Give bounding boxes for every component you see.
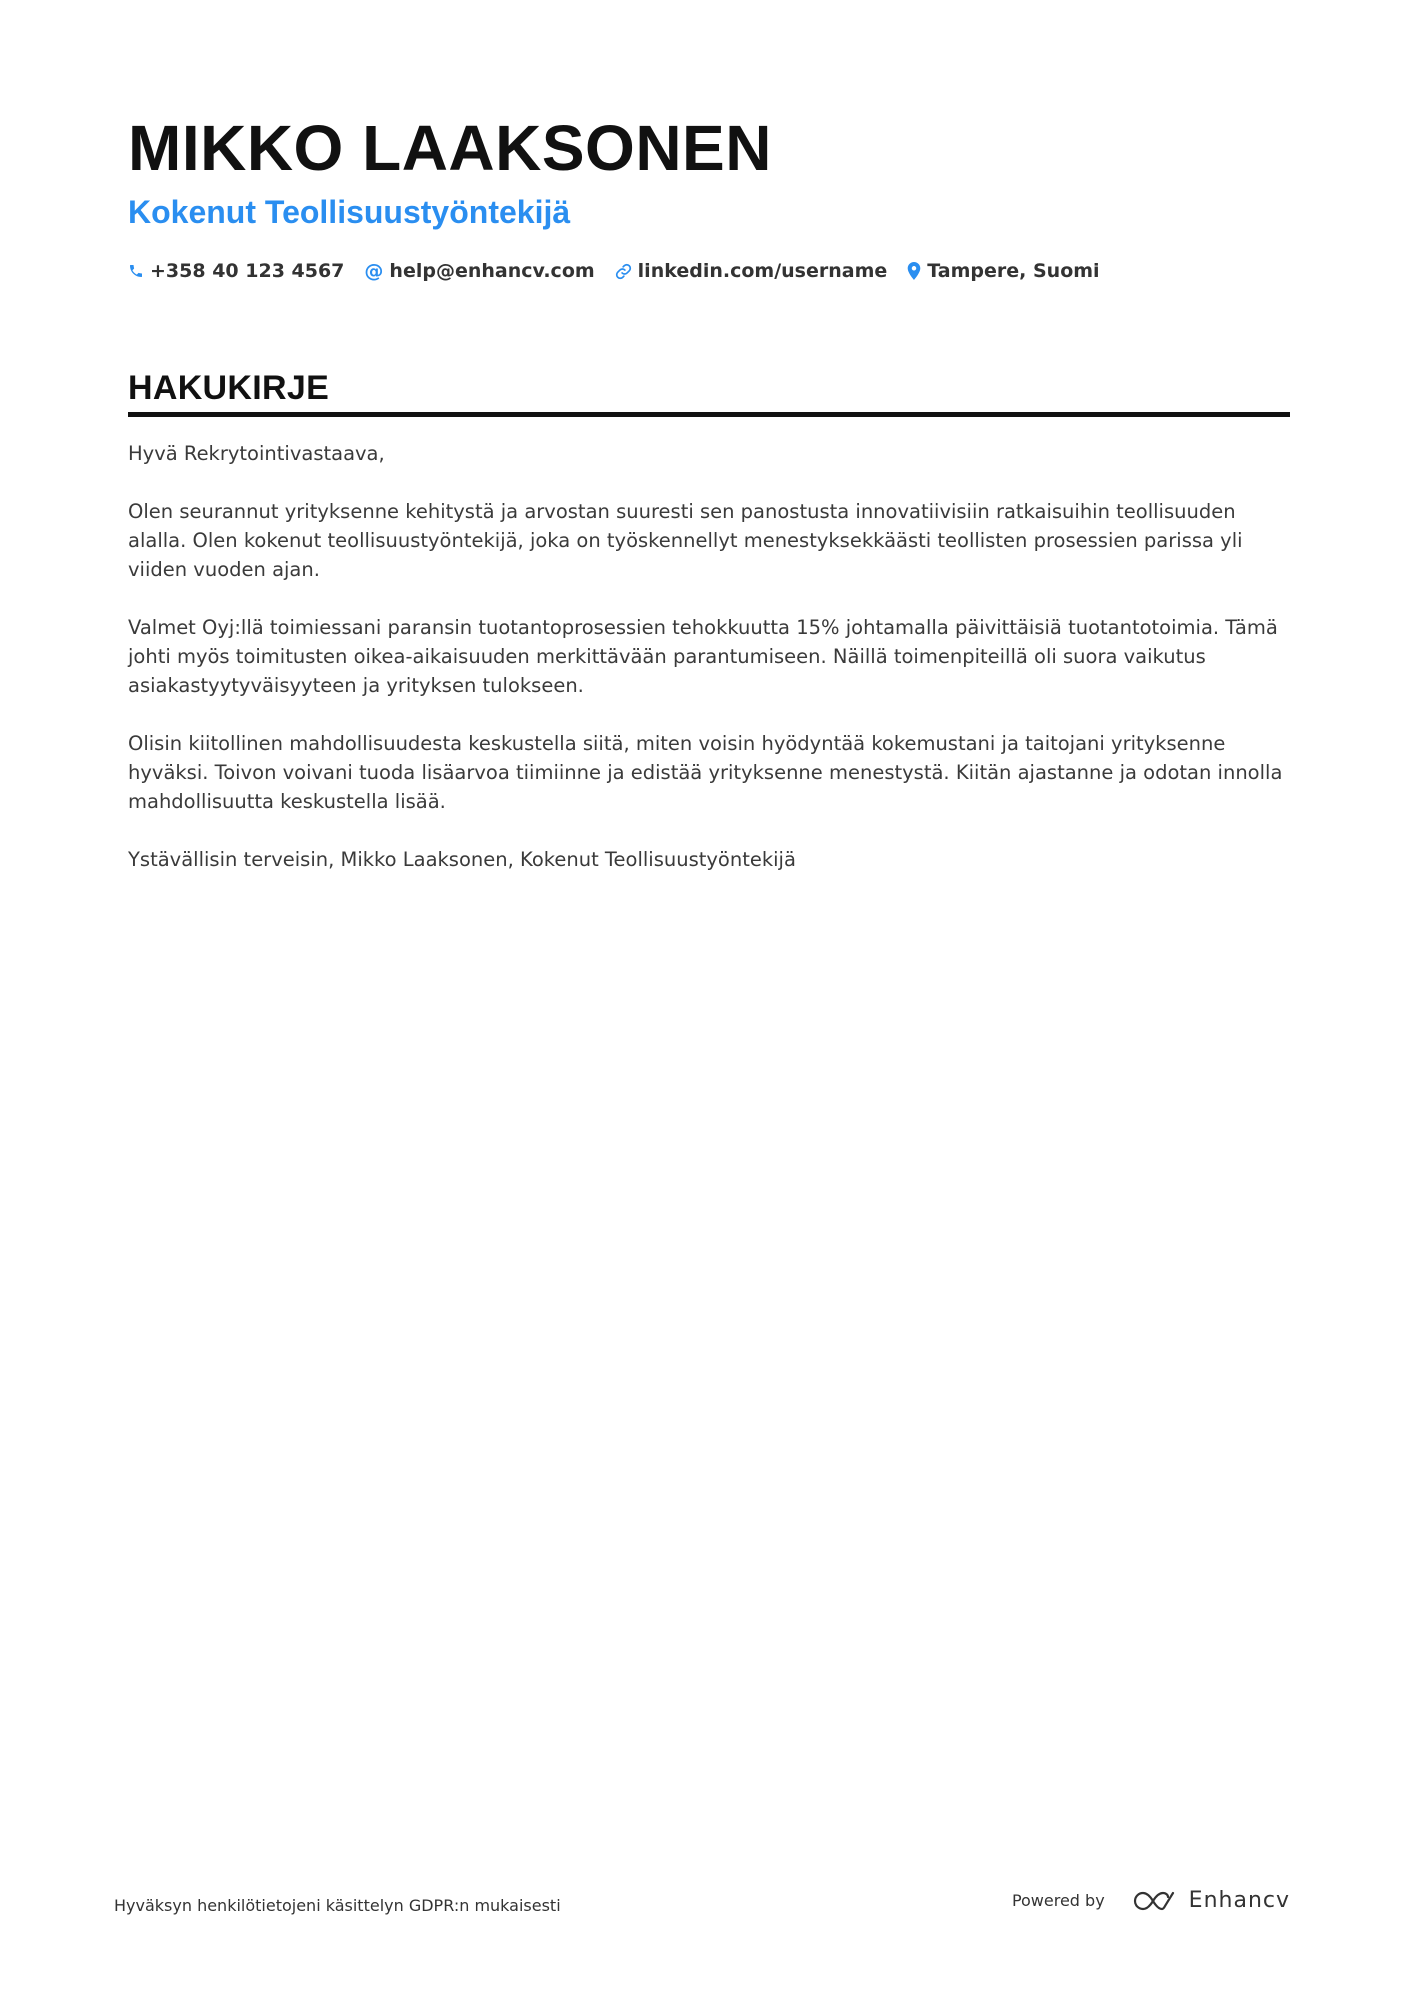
gdpr-consent-text: Hyväksyn henkilötietojeni käsittelyn GDPR:n mukaisesti	[114, 1896, 561, 1915]
enhancv-logo-icon	[1131, 1889, 1177, 1913]
letter-body	[128, 439, 1290, 874]
brand-name: Enhancv	[1188, 1888, 1290, 1913]
cover-letter-page	[128, 108, 1290, 903]
letter-paragraph: Olisin kiitollinen mahdollisuudesta keskustella siitä, miten voisin hyödyntää kokemustani ja taitojani yrityksenne hyväksi. Toivon voivani tuoda lisäarvoa tiimiinne ja edistää yrityksenne menestystä. Kiitän ajastanne ja odotan innolla mahdollisuutta keskustella lisää.	[128, 732, 1283, 813]
letter-paragraph: Valmet Oyj:llä toimiessani paransin tuotantoprosessien tehokkuutta 15% johtamalla päivittäisiä tuotantotoimia. Tämä johti myös toimitusten oikea-aikaisuuden merkittävään parantumiseen. Näillä toimenpiteillä oli suora vaikutus asiakastyytyväisyyteen ja yrityksen tulokseen.	[128, 616, 1278, 697]
contact-email[interactable]	[364, 260, 594, 282]
phone-text: +358 40 123 4567	[150, 260, 345, 282]
letter-greeting: Hyvä Rekrytointivastaava,	[128, 442, 385, 465]
candidate-name: MIKKO LAAKSONEN	[128, 112, 772, 184]
powered-by[interactable]	[1012, 1888, 1290, 1913]
section-title: HAKUKIRJE	[128, 369, 330, 407]
contact-linkedin[interactable]	[615, 260, 888, 282]
contact-phone[interactable]	[128, 260, 344, 282]
section-divider	[128, 412, 1290, 417]
letter-closing: Ystävällisin terveisin, Mikko Laaksonen, Kokenut Teollisuustyöntekijä	[128, 848, 796, 871]
email-text: help@enhancv.com	[389, 260, 595, 282]
phone-icon	[128, 263, 144, 279]
at-icon: @	[364, 260, 384, 282]
candidate-title: Kokenut Teollisuustyöntekijä	[128, 194, 571, 230]
powered-by-label: Powered by	[1011, 1891, 1105, 1910]
location-pin-icon	[907, 262, 921, 280]
link-icon	[615, 263, 632, 280]
location-text: Tampere, Suomi	[927, 260, 1100, 282]
linkedin-text: linkedin.com/username	[637, 260, 888, 282]
letter-paragraph: Olen seurannut yrityksenne kehitystä ja arvostan suuresti sen panostusta innovatiivisiin ratkaisuihin teollisuuden alalla. Olen kokenut teollisuustyöntekijä, joka on työskennellyt menestyksekkäästi teollisten prosessien parissa yli viiden vuoden ajan.	[128, 500, 1243, 581]
contact-location	[907, 260, 1099, 282]
contact-bar	[128, 260, 1290, 282]
